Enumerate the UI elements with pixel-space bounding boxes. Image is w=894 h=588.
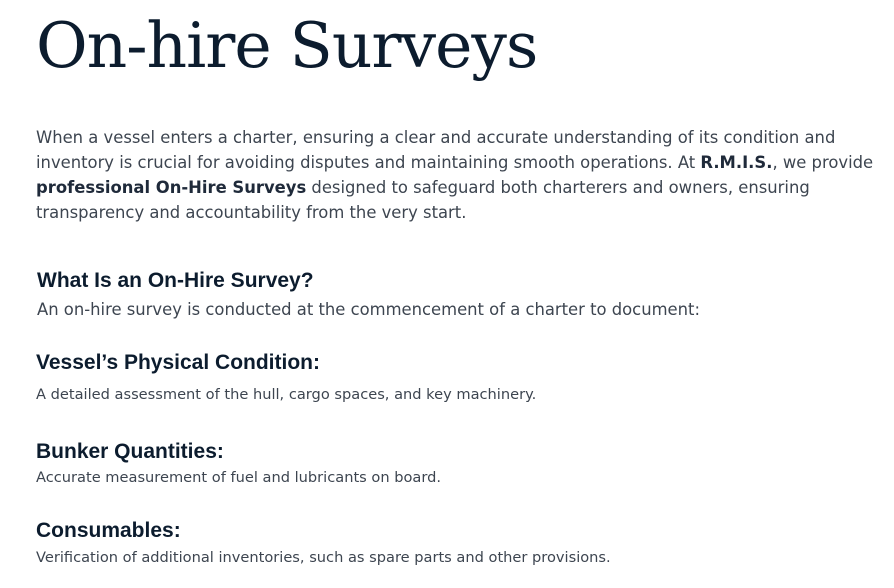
intro-paragraph: [36, 125, 886, 225]
section-title-vessel-condition: Vessel’s Physical Condition:: [36, 351, 320, 374]
what-is-heading: What Is an On-Hire Survey?: [37, 269, 314, 292]
service-highlight: professional On-Hire Surveys: [36, 178, 307, 197]
section-desc-vessel-condition: A detailed assessment of the hull, cargo spaces, and key machinery.: [36, 386, 537, 403]
section-desc-consumables: Verification of additional inventories, such as spare parts and other provisions.: [36, 549, 611, 566]
intro-text-3: designed to safeguard both charterers and owners, ensuring transparency and accountability from the very start.: [36, 178, 810, 222]
intro-text-2: , we provide: [772, 153, 874, 172]
what-is-lead: An on-hire survey is conducted at the commencement of a charter to document:: [37, 300, 700, 319]
page-title: On-hire Surveys: [36, 9, 538, 82]
section-title-bunker-quantities: Bunker Quantities:: [36, 440, 224, 463]
section-desc-bunker-quantities: Accurate measurement of fuel and lubricants on board.: [36, 469, 442, 486]
company-name: R.M.I.S.: [700, 153, 773, 172]
section-title-consumables: Consumables:: [36, 519, 181, 542]
intro-text-1: When a vessel enters a charter, ensuring a clear and accurate understanding of its condition and inventory is crucial for avoiding disputes and maintaining smooth operations. At: [36, 128, 836, 172]
